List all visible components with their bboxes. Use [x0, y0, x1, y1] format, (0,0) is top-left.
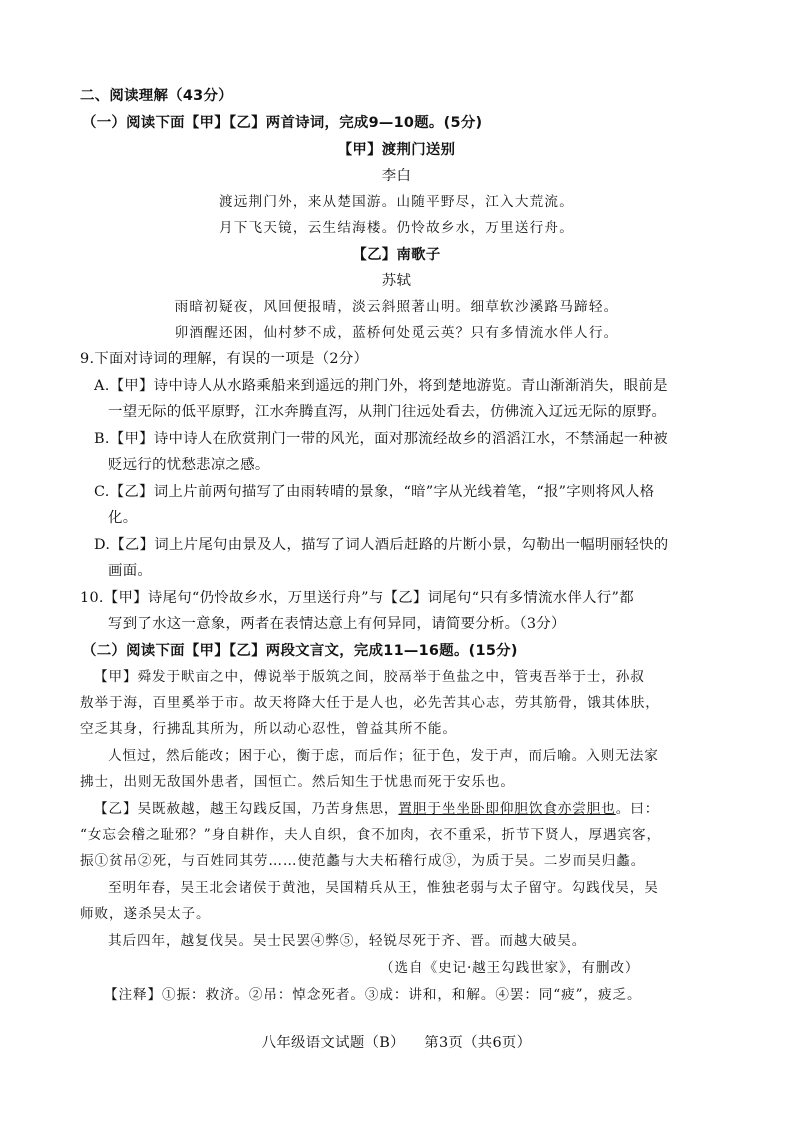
poem-a-title: 【甲】渡荆门送别: [337, 142, 456, 158]
text-a-line: 【甲】舜发于畎亩之中，傅说举于版筑之间，胶鬲举于鱼盐之中，管夷吾举于士，孙叔: [94, 669, 645, 685]
text-a-line: 空乏其身，行拂乱其所为，所以动心忍性，曾益其所不能。: [80, 721, 457, 737]
section-heading: 二、阅读理解（43分）: [80, 88, 233, 104]
q9-option-b-cont: 贬远行的忧愁悲凉之感。: [108, 457, 270, 473]
q9-option-c: C.【乙】词上片前两句描写了由雨转晴的景象，“暗”字从光线着笔，“报”字则将风人格: [94, 484, 655, 500]
q9-option-a: A.【甲】诗中诗人从水路乘船来到遥远的荆门外，将到楚地游览。青山渐渐消失，眼前是: [94, 378, 668, 394]
poem-a-line: 月下飞天镜，云生结海楼。仍怜故乡水，万里送行舟。: [218, 220, 575, 236]
text-b-line: 其后四年，越复伐吴。吴士民罢④弊⑤，轻锐尽死于齐、晋。而越大破吴。: [108, 933, 587, 949]
part2-instruction: （二）阅读下面【甲】【乙】两段文言文，完成11—16题。(15分): [82, 643, 518, 659]
q9-option-d-cont: 画面。: [108, 563, 153, 579]
q9-option-a-cont: 一望无际的低平原野，江水奔腾直泻，从荆门往远处看去，仿佛流入辽远无际的原野。: [108, 404, 667, 420]
poem-a-line: 渡远荆门外，来从楚国游。山随平野尽，江入大荒流。: [218, 194, 575, 210]
text-a-line: 拂士，出则无敌国外患者，国恒亡。然后知生于忧患而死于安乐也。: [80, 774, 515, 790]
text-a-line: 人恒过，然后能改；困于心，衡于虑，而后作；征于色，发于声，而后喻。入则无法家: [108, 748, 659, 764]
text-b-line1-pre: 【乙】吴既赦越，越王勾践反国，乃苦身焦思，: [94, 801, 399, 817]
poem-b-line: 雨暗初疑夜，风回便报晴，淡云斜照著山明。细草软沙溪路马蹄轻。: [174, 299, 619, 315]
q9-option-c-cont: 化。: [108, 510, 138, 526]
poem-a-author: 李白: [381, 168, 412, 184]
page-footer: 八年级语文试题（B） 第3页（共6页）: [261, 1035, 532, 1051]
annotation-notes: 【注释】①振：救济。②吊：悼念死者。③成：讲和，和解。④罢：同“疲”，疲乏。: [104, 987, 642, 1003]
q9-option-d: D.【乙】词上片尾句由景及人，描写了词人酒后赶路的片断小景，勾勒出一幅明丽轻快的: [94, 537, 669, 553]
text-b-line: 师败，遂杀吴太子。: [80, 906, 211, 922]
text-b-line: 振①贫吊②死，与百姓同其劳……使范蠡与大夫柘稽行成③，为质于吴。二岁而吴归蠡。: [80, 853, 646, 869]
text-b-line: 至明年春，吴王北会诸侯于黄池，吴国精兵从王，惟独老弱与太子留守。勾践伐吴，吴: [108, 880, 659, 896]
part1-instruction: （一）阅读下面【甲】【乙】两首诗词，完成9—10题。(5分): [82, 115, 483, 131]
poem-b-author: 苏轼: [381, 273, 412, 289]
underlined-sentence: 置胆于坐坐卧即仰胆饮食亦尝胆也: [398, 801, 616, 817]
poem-b-line: 卯酒醒还困，仙村梦不成，蓝桥何处觅云英？只有多情流水伴人行。: [174, 325, 619, 341]
text-b-line1-post: 。曰：: [615, 801, 660, 817]
text-b-line: “女忘会稽之耻邪？”身自耕作，夫人自织，食不加肉，衣不重采，折节下贤人，厚遇宾客，: [80, 827, 661, 843]
poem-b-title: 【乙】南歌子: [352, 247, 441, 263]
question-10: 10.【甲】诗尾句“仍怜故乡水，万里送行舟”与【乙】词尾句“只有多情流水伴人行”都: [80, 590, 634, 606]
question-9-stem: 9.下面对诗词的理解，有误的一项是（2分）: [80, 351, 369, 367]
text-b-line: [94, 799, 659, 819]
source-citation: （选自《史记·越王勾践世家》，有删改）: [380, 960, 640, 976]
q9-option-b: B.【甲】诗中诗人在欣赏荆门一带的风光，面对那流经故乡的滔滔江水，不禁涌起一种被: [94, 431, 668, 447]
question-10-cont: 写到了水这一意象，两者在表情达意上有何异同，请简要分析。（3分）: [108, 616, 566, 632]
text-a-line: 敖举于海，百里奚举于市。故天将降大任于是人也，必先苦其心志，劳其筋骨，饿其体肤，: [80, 695, 660, 711]
